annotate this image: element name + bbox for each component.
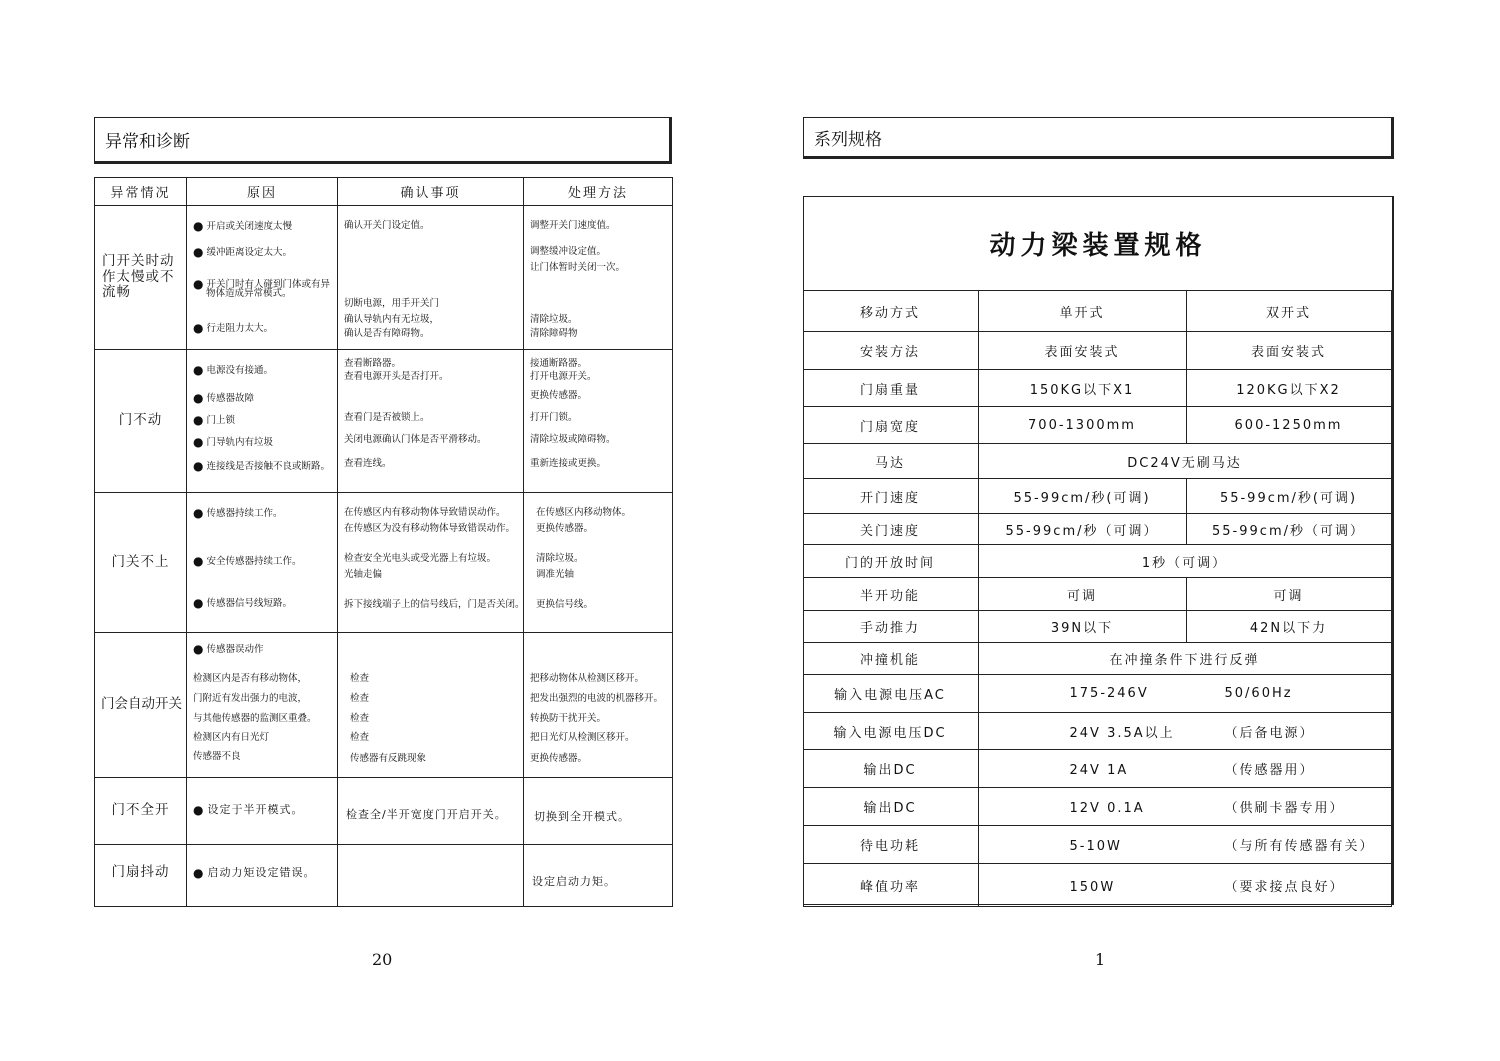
cause-item: ● 开启或关闭速度太慢 <box>193 218 292 234</box>
check-item: 切断电源，用手开关门 <box>344 298 440 309</box>
check-cell <box>338 633 524 778</box>
spec-value: 55-99cm/秒（可调） <box>1186 514 1391 545</box>
spec-row <box>803 444 1391 479</box>
action-cell <box>524 493 673 633</box>
cause-item: 检测区内有日光灯 <box>193 732 270 743</box>
spec-value-main: 175-246V <box>1069 686 1149 701</box>
cause-item: 检测区内是否有移动物体， <box>193 673 308 684</box>
spec-value: 单开式 <box>978 291 1186 332</box>
cause-item: 物体造成异常模式。 <box>206 288 292 299</box>
spec-row <box>803 291 1391 332</box>
spec-row <box>803 864 1391 907</box>
spec-value <box>978 864 1391 907</box>
action-item: 让门体暂时关闭一次。 <box>530 262 626 273</box>
action-cell <box>524 845 673 907</box>
spec-row <box>803 479 1391 514</box>
action-item: 清除垃圾。 <box>530 314 578 325</box>
table-row <box>95 493 673 633</box>
spec-label: 输出DC <box>803 750 978 788</box>
cause-item: ● 开关门时有人碰到门体或有异 <box>193 276 330 292</box>
table-row <box>95 633 673 778</box>
spec-value <box>978 675 1391 713</box>
cause-item: ● 传感器误动作 <box>193 641 264 657</box>
spec-value: DC24V无刷马达 <box>978 444 1391 479</box>
spec-value-note: （要求接点良好） <box>1224 879 1345 895</box>
symptom-line: 门开关时动 <box>102 253 175 270</box>
table-row <box>95 778 673 845</box>
check-item: 查看门是否被锁上。 <box>344 412 430 423</box>
cause-item: ● 传感器信号线短路。 <box>193 595 292 611</box>
check-cell <box>338 778 524 845</box>
action-item: 把日光灯从检测区移开。 <box>530 732 635 743</box>
page-number-left: 20 <box>372 950 393 969</box>
cause-cell <box>187 778 338 845</box>
spec-row <box>803 611 1391 643</box>
spec-value-main: 12V 0.1A <box>1069 801 1145 816</box>
action-item: 清除障碍物 <box>530 328 578 339</box>
check-cell <box>338 493 524 633</box>
cause-cell <box>187 633 338 778</box>
spec-label: 输入电源电压AC <box>803 675 978 713</box>
table-row <box>95 206 673 350</box>
spec-value <box>978 788 1391 826</box>
spec-value: 55-99cm/秒(可调) <box>978 479 1186 514</box>
spec-row <box>803 713 1391 750</box>
spec-value-note: （供刷卡器专用） <box>1224 801 1345 816</box>
cause-cell <box>187 206 338 350</box>
check-cell <box>338 845 524 907</box>
spec-label: 关门速度 <box>803 514 978 545</box>
cause-item: ● 设定于半开模式。 <box>193 802 303 818</box>
check-item: 查看电源开头是否打开。 <box>344 371 449 382</box>
action-item: 清除垃圾。 <box>536 553 584 564</box>
check-item: 检查全/半开宽度门开启开关。 <box>346 808 507 821</box>
action-item: 把移动物体从检测区移开。 <box>530 673 645 684</box>
cause-item: ● 连接线是否接触不良或断路。 <box>193 458 330 474</box>
spec-label: 峰值功率 <box>803 864 978 907</box>
spec-value: 可调 <box>1186 578 1391 611</box>
cause-item: ● 安全传感器持续工作。 <box>193 553 302 569</box>
spec-value <box>978 826 1391 864</box>
header-symptom: 异常情况 <box>95 178 187 206</box>
section-title-specs: 系列规格 <box>803 117 1394 159</box>
spec-value-main: 24V 1A <box>1069 763 1129 778</box>
spec-value: 在冲撞条件下进行反弹 <box>978 643 1391 675</box>
check-item: 传感器有反跳现象 <box>350 753 427 764</box>
spec-value-main: 5-10W <box>1069 839 1122 854</box>
check-item: 关闭电源确认门体是否平滑移动。 <box>344 434 487 445</box>
action-item: 调整缓冲设定值。 <box>530 246 607 257</box>
check-item: 检查安全光电头或受光器上有垃圾。 <box>344 553 497 564</box>
symptom-line: 作太慢或不 <box>102 268 175 285</box>
spec-row <box>803 643 1391 675</box>
action-item: 更换信号线。 <box>536 599 594 610</box>
cause-item: ● 启动力矩设定错误。 <box>193 865 315 881</box>
spec-value: 150KG以下X1 <box>978 370 1186 407</box>
check-item: 确认开关门设定值。 <box>344 220 430 231</box>
action-item: 设定启动力矩。 <box>532 875 616 888</box>
action-item: 调准光轴 <box>536 569 575 580</box>
cause-item: ● 传感器故障 <box>193 390 254 406</box>
header-action: 处理方法 <box>524 178 673 206</box>
cause-item: 门附近有发出强力的电波， <box>193 693 308 704</box>
check-item: 查看连线。 <box>344 458 392 469</box>
spec-row <box>803 514 1391 545</box>
spec-label: 输入电源电压DC <box>803 713 978 750</box>
cause-cell <box>187 350 338 493</box>
spec-value-main: 150W <box>1069 879 1116 895</box>
diagnosis-table <box>94 177 673 907</box>
check-item: 查看断路器。 <box>344 358 402 369</box>
spec-label: 手动推力 <box>803 611 978 643</box>
cause-item: ● 缓冲距离设定太大。 <box>193 244 292 260</box>
check-item: 在传感区内有移动物体导致错误动作。 <box>344 507 506 518</box>
header-cause: 原因 <box>187 178 338 206</box>
action-item: 更换传感器。 <box>536 523 594 534</box>
section-title-diagnosis: 异常和诊断 <box>94 117 672 164</box>
check-item: 拆下接线端子上的信号线后，门是否关闭。 <box>344 599 525 610</box>
spec-value-note: 50/60Hz <box>1224 686 1293 701</box>
spec-value: 1秒（可调） <box>978 545 1391 578</box>
spec-label: 开门速度 <box>803 479 978 514</box>
spec-label: 输出DC <box>803 788 978 826</box>
spec-value <box>978 750 1391 788</box>
spec-table-title: 动力梁装置规格 <box>989 231 1207 261</box>
cause-item: ● 门导轨内有垃圾 <box>193 434 273 450</box>
cause-item: ● 门上锁 <box>193 412 235 428</box>
check-item: 检查 <box>350 732 370 743</box>
action-cell <box>524 633 673 778</box>
action-item: 更换传感器。 <box>530 753 588 764</box>
action-item: 切换到全开模式。 <box>534 810 630 823</box>
action-item: 调整开关门速度值。 <box>530 220 616 231</box>
spec-value: 39N以下 <box>978 611 1186 643</box>
action-item: 转换防干扰开关。 <box>530 713 607 724</box>
spec-row <box>803 578 1391 611</box>
spec-label: 冲撞机能 <box>803 643 978 675</box>
spec-row <box>803 675 1391 713</box>
cause-item: ● 传感器持续工作。 <box>193 505 283 521</box>
check-item: 确认导轨内有无垃圾， <box>344 314 440 325</box>
check-item: 检查 <box>350 693 370 704</box>
spec-value: 表面安装式 <box>978 332 1186 370</box>
cause-item: ● 电源没有接通。 <box>193 362 273 378</box>
spec-value: 600-1250mm <box>1186 407 1391 444</box>
check-item: 检查 <box>350 713 370 724</box>
action-cell <box>524 206 673 350</box>
symptom-cell: 门不动 <box>95 350 187 493</box>
spec-label: 门扇重量 <box>803 370 978 407</box>
cause-cell <box>187 493 338 633</box>
action-item: 清除垃圾或障碍物。 <box>530 434 616 445</box>
check-cell <box>338 350 524 493</box>
action-item: 把发出强烈的电波的机器移开。 <box>530 693 664 704</box>
action-item: 打开电源开关。 <box>530 371 597 382</box>
spec-row <box>803 788 1391 826</box>
spec-value: 700-1300mm <box>978 407 1186 444</box>
symptom-cell: 门扇抖动 <box>95 845 187 907</box>
table-row <box>95 350 673 493</box>
spec-sheet <box>803 196 1394 905</box>
cause-item: ● 行走阻力太大。 <box>193 320 273 336</box>
spec-value <box>978 713 1391 750</box>
spec-table <box>803 290 1392 907</box>
page-number-right: 1 <box>1095 950 1106 969</box>
cause-item: 与其他传感器的监测区重叠。 <box>193 713 317 724</box>
spec-value: 42N以下力 <box>1186 611 1391 643</box>
table-row <box>95 845 673 907</box>
spec-value: 表面安装式 <box>1186 332 1391 370</box>
spec-label: 移动方式 <box>803 291 978 332</box>
header-check: 确认事项 <box>338 178 524 206</box>
symptom-cell: 门关不上 <box>95 493 187 633</box>
cause-cell <box>187 845 338 907</box>
spec-value-main: 24V 3.5A以上 <box>1069 725 1175 741</box>
action-item: 接通断路器。 <box>530 358 588 369</box>
check-item: 光轴走偏 <box>344 569 383 580</box>
action-cell <box>524 778 673 845</box>
action-item: 更换传感器。 <box>530 390 588 401</box>
symptom-line: 流畅 <box>102 284 131 301</box>
check-item: 检查 <box>350 673 370 684</box>
spec-row <box>803 407 1391 444</box>
check-item: 在传感区为没有移动物体导致错误动作。 <box>344 523 516 534</box>
action-item: 在传感区内移动物体。 <box>536 507 632 518</box>
spec-label: 待电功耗 <box>803 826 978 864</box>
spec-value: 双开式 <box>1186 291 1391 332</box>
spec-row <box>803 545 1391 578</box>
spec-row <box>803 826 1391 864</box>
spec-label: 半开功能 <box>803 578 978 611</box>
symptom-cell <box>95 206 187 350</box>
action-item: 打开门锁。 <box>530 412 578 423</box>
spec-value: 55-99cm/秒(可调) <box>1186 479 1391 514</box>
action-item: 重新连接或更换。 <box>530 458 607 469</box>
spec-value-note: （与所有传感器有关） <box>1224 839 1375 854</box>
spec-row <box>803 750 1391 788</box>
spec-value-note: （后备电源） <box>1224 725 1315 741</box>
cause-item: 传感器不良 <box>193 751 241 762</box>
spec-label: 门扇宽度 <box>803 407 978 444</box>
spec-value: 可调 <box>978 578 1186 611</box>
spec-label: 安装方法 <box>803 332 978 370</box>
spec-value: 120KG以下X2 <box>1186 370 1391 407</box>
spec-row <box>803 332 1391 370</box>
check-item: 确认是否有障碍物。 <box>344 328 430 339</box>
symptom-cell: 门会自动开关 <box>95 633 187 778</box>
spec-value-note: （传感器用） <box>1224 763 1315 778</box>
check-cell <box>338 206 524 350</box>
spec-row <box>803 370 1391 407</box>
action-cell <box>524 350 673 493</box>
spec-label: 马达 <box>803 444 978 479</box>
spec-label: 门的开放时间 <box>803 545 978 578</box>
spec-value: 55-99cm/秒（可调） <box>978 514 1186 545</box>
symptom-cell: 门不全开 <box>95 778 187 845</box>
